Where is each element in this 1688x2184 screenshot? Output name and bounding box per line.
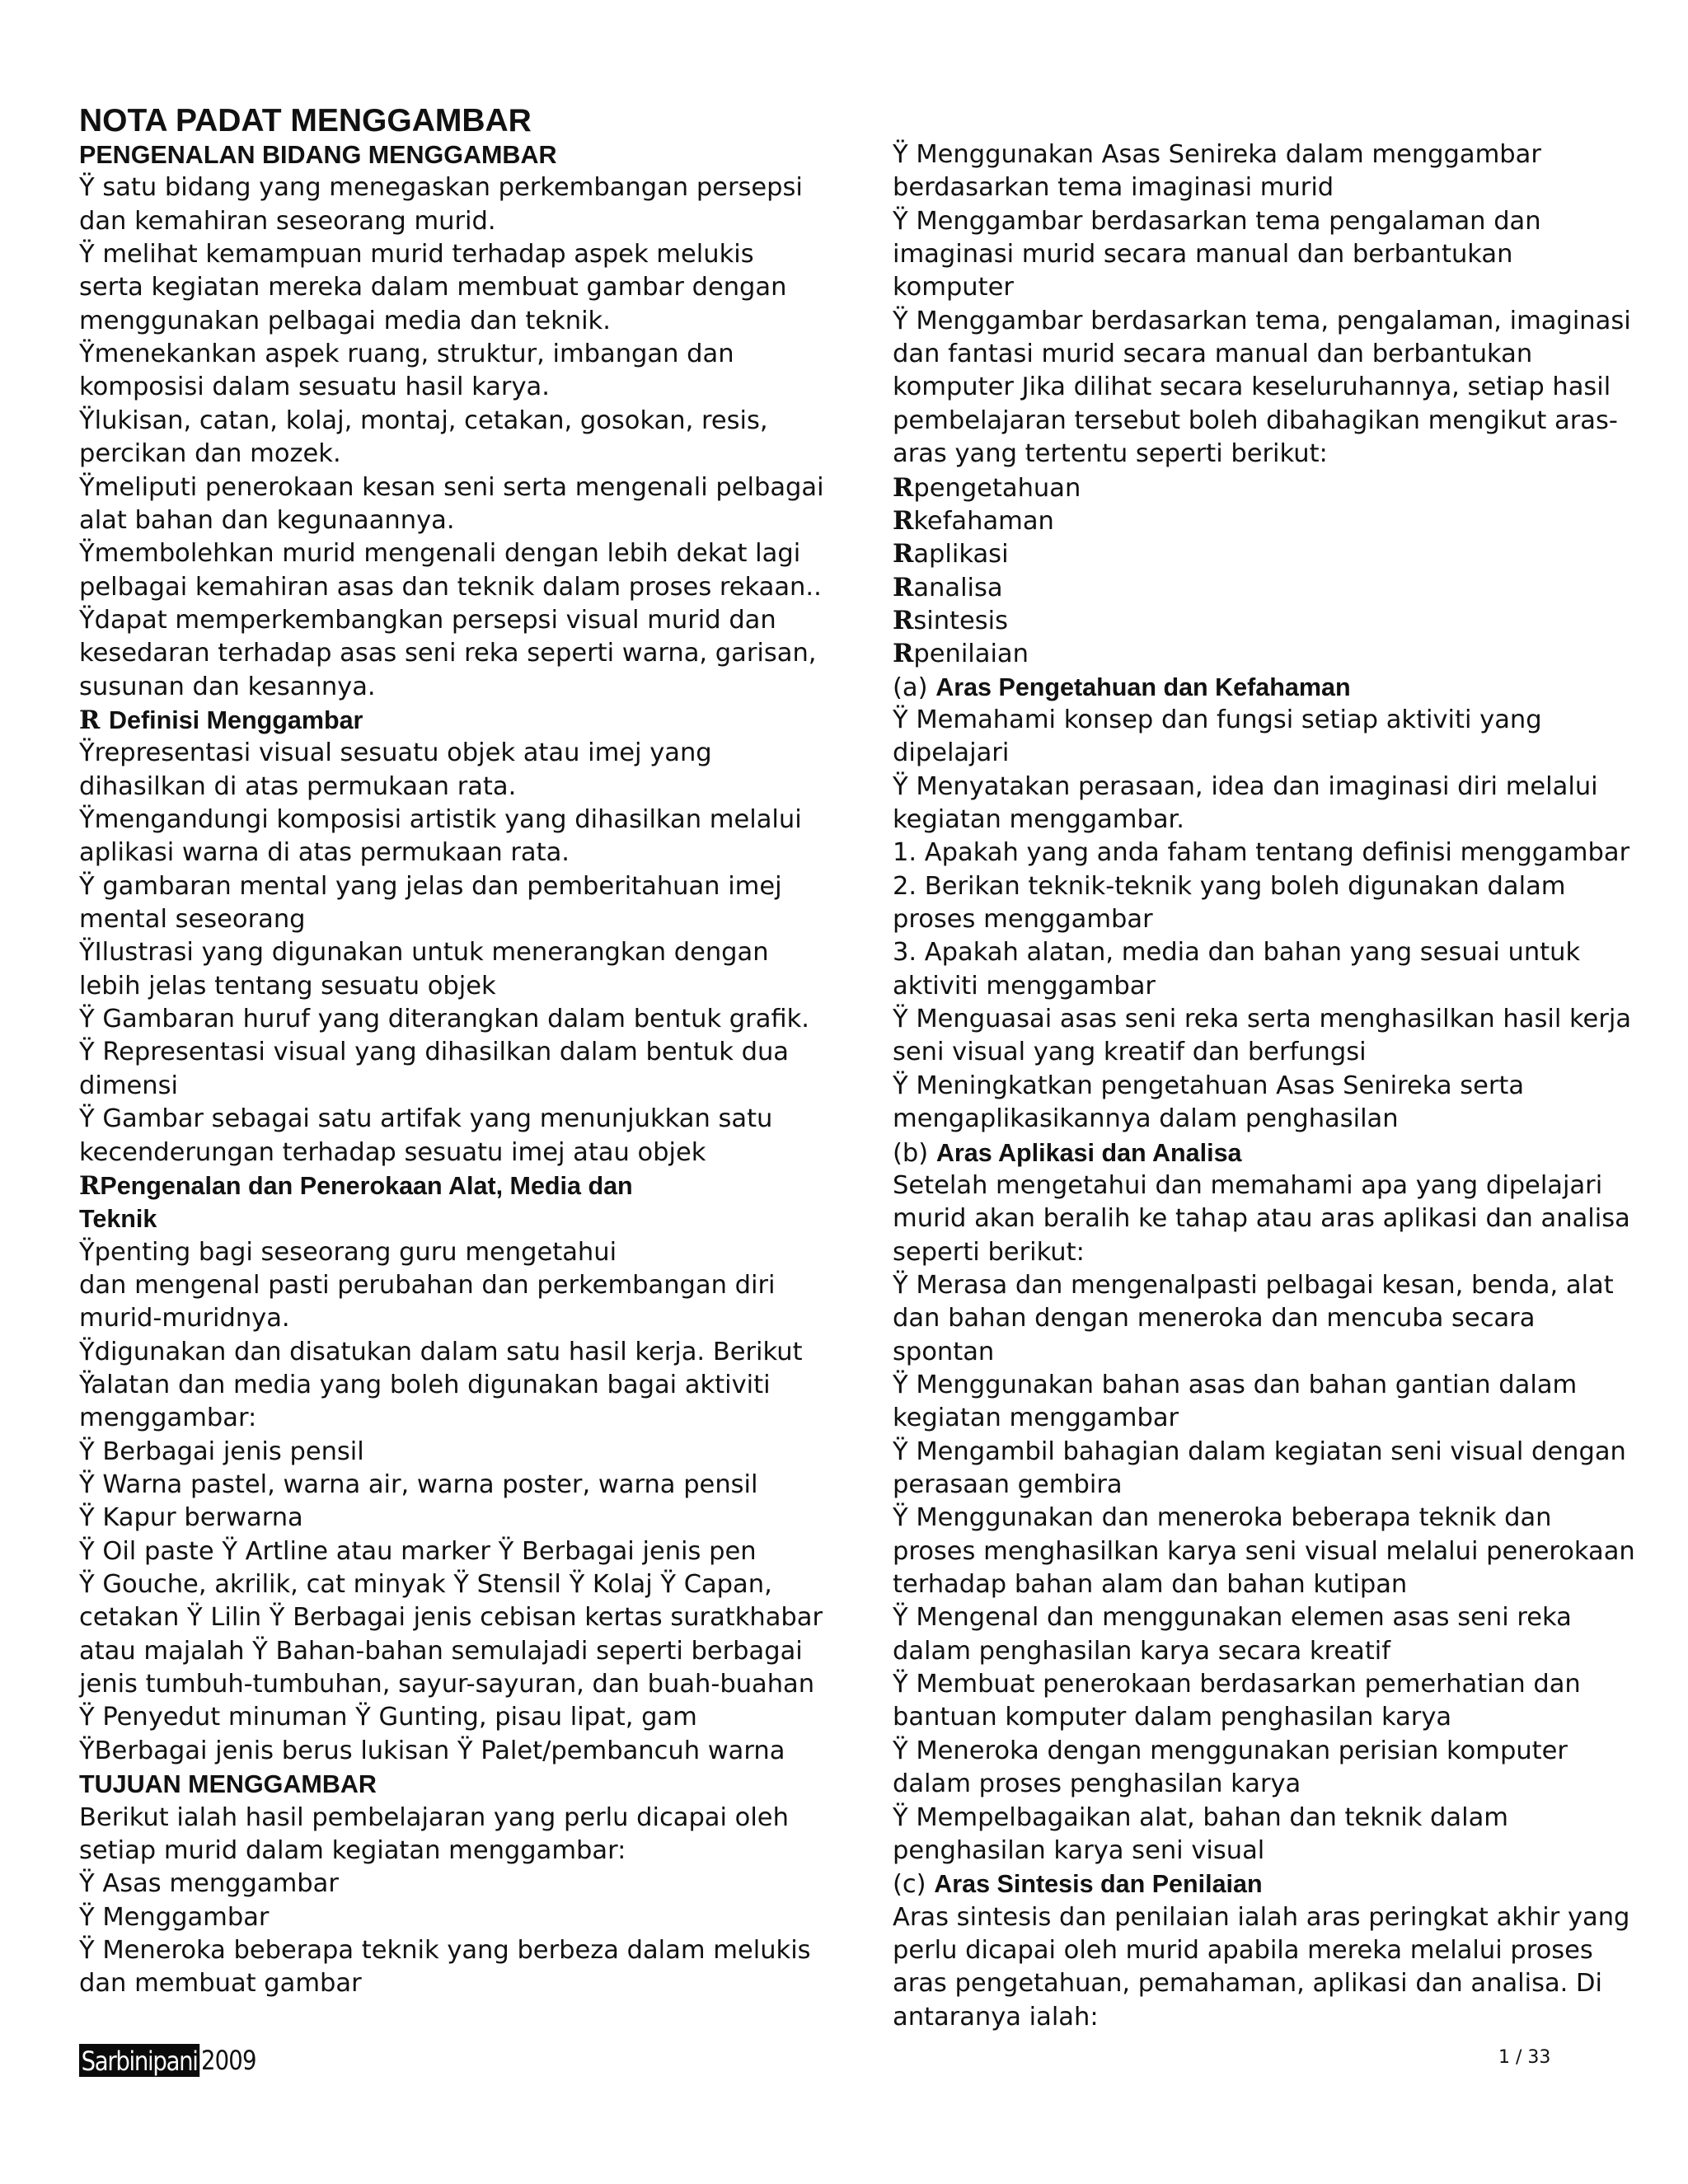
text-line — [893, 1036, 1367, 1069]
text-line — [79, 1436, 364, 1469]
line-text: Ÿdigunakan dan disatukan dalam satu hasil kerja. Berikut — [79, 1337, 803, 1366]
line-text: berdasarkan tema imaginasi murid — [893, 173, 1334, 203]
text-line — [893, 1469, 1123, 1502]
line-text: Aras Pengetahuan dan Kefahaman — [935, 673, 1351, 701]
text-line — [893, 1835, 1264, 1868]
text-line — [893, 1336, 994, 1369]
line-text: Ÿ Menggambar — [79, 1902, 270, 1932]
text-line — [893, 1202, 1630, 1235]
line-text: Ÿ Merasa dan mengenalpasti pelbagai kesan, benda, alat — [893, 1270, 1614, 1300]
line-text: 1. Apakah yang anda faham tentang definisi menggambar — [893, 838, 1630, 868]
line-text: Ÿ Berbagai jenis pensil — [79, 1436, 364, 1466]
line-text: NOTA PADAT MENGGAMBAR — [79, 103, 532, 138]
text-line — [79, 1036, 789, 1069]
line-text: Ÿ Meneroka beberapa teknik yang berbeza dalam melukis — [79, 1935, 811, 1965]
r-marker: R — [893, 472, 914, 503]
text-line — [893, 1402, 1179, 1435]
r-marker: R — [79, 1170, 101, 1201]
line-text: Ÿrepresentasi visual sesuatu objek atau imej yang — [79, 738, 712, 768]
text-line — [893, 471, 1081, 505]
line-text: Ÿ Asas menggambar — [79, 1869, 339, 1899]
text-line — [79, 1901, 269, 1934]
line-text: Ÿ Gambar sebagai satu artifak yang menunjukkan satu — [79, 1104, 773, 1134]
line-text: PENGENALAN BIDANG MENGGAMBAR — [79, 141, 557, 169]
r-marker: R — [893, 505, 914, 536]
line-text: dipelajari — [893, 738, 1010, 768]
heading-prefix: (c) — [893, 1870, 935, 1900]
line-text: komputer Jika dilihat secara keseluruhannya, setiap hasil — [893, 373, 1611, 402]
line-text: 2. Berikan teknik-teknik yang boleh digunakan dalam — [893, 871, 1566, 901]
line-text: murid-muridnya. — [79, 1304, 290, 1333]
line-text: Aras Sintesis dan Penilaian — [934, 1870, 1263, 1899]
line-text: proses menggambar — [893, 905, 1153, 935]
text-line — [79, 171, 803, 204]
r-marker: R — [893, 539, 914, 569]
text-line — [893, 936, 1580, 969]
text-line — [79, 1535, 757, 1568]
line-text: Ÿpenting bagi seseorang guru mengetahui — [79, 1237, 617, 1267]
line-text: penilaian — [913, 640, 1029, 669]
section-heading — [893, 671, 1351, 705]
document-title — [79, 103, 532, 139]
text-line — [893, 504, 1054, 538]
text-line — [893, 1802, 1508, 1835]
text-line — [893, 870, 1565, 903]
line-text: bantuan komputer dalam penghasilan karya — [893, 1703, 1452, 1732]
line-text: dimensi — [79, 1071, 179, 1100]
line-text: Ÿ Membuat penerokaan berdasarkan pemerhatian dan — [893, 1670, 1581, 1699]
line-text: kegiatan menggambar — [893, 1404, 1179, 1433]
line-text: Ÿ Meningkatkan pengetahuan Asas Senireka serta — [893, 1071, 1525, 1100]
text-line — [893, 604, 1008, 638]
line-text: Ÿ Menggunakan dan meneroka beberapa teknik dan — [893, 1503, 1552, 1533]
line-text: Ÿ satu bidang yang menegaskan perkembangan persepsi — [79, 173, 803, 203]
line-text: cetakan Ÿ Lilin Ÿ Berbagai jenis cebisan kertas suratkhabar — [79, 1603, 823, 1633]
line-text: dalam penghasilan karya secara kreatif — [893, 1636, 1390, 1666]
text-line — [79, 1302, 290, 1335]
line-text: Ÿ Mengambil bahagian dalam kegiatan seni visual dengan — [893, 1436, 1626, 1466]
line-text: dalam proses penghasilan karya — [893, 1769, 1301, 1799]
text-line — [893, 338, 1532, 371]
text-line — [893, 1070, 1524, 1103]
line-text: dihasilkan di atas permukaan rata. — [79, 771, 517, 801]
text-line — [893, 1103, 1399, 1136]
line-text: analisa — [913, 573, 1003, 602]
text-line — [893, 537, 1009, 571]
line-text: murid akan beralih ke tahap atau aras aplikasi dan analisa — [893, 1204, 1630, 1234]
text-line — [893, 138, 1541, 171]
section-heading — [79, 138, 557, 172]
text-line — [893, 1768, 1301, 1801]
text-line — [893, 1735, 1568, 1768]
text-line — [79, 1868, 339, 1900]
line-text: setiap murid dalam kegiatan menggambar: — [79, 1835, 626, 1865]
line-text: mengaplikasikannya dalam penghasilan — [893, 1104, 1399, 1134]
section-heading — [893, 1137, 1242, 1170]
text-line — [79, 1701, 697, 1734]
text-line — [79, 1835, 626, 1868]
line-text: aras pengetahuan, pemahaman, aplikasi dan analisa. Di — [893, 1969, 1603, 1999]
section-heading — [79, 1202, 157, 1236]
text-line — [893, 371, 1611, 404]
text-line — [79, 604, 776, 637]
line-text: Ÿ Meneroka dengan menggunakan perisian komputer — [893, 1736, 1568, 1765]
text-line — [893, 1635, 1390, 1668]
r-marker: R — [893, 639, 914, 669]
line-text: penghasilan karya seni visual — [893, 1835, 1265, 1865]
text-line — [79, 737, 712, 770]
line-text: TUJUAN MENGGAMBAR — [79, 1770, 377, 1799]
text-line — [893, 1269, 1614, 1302]
text-line — [79, 1568, 772, 1601]
line-text: lebih jelas tentang sesuatu objek — [79, 971, 496, 1001]
text-line — [79, 903, 306, 936]
text-line — [893, 205, 1541, 238]
text-line — [893, 1169, 1602, 1202]
text-line — [893, 1236, 1085, 1269]
text-line — [79, 1269, 775, 1302]
text-line — [893, 271, 1014, 304]
text-line — [79, 504, 455, 537]
line-text: Teknik — [79, 1205, 157, 1234]
line-text: Ÿlukisan, catan, kolaj, montaj, cetakan, gosokan, resis, — [79, 405, 768, 435]
line-text: Ÿ Menyatakan perasaan, idea dan imaginasi diri melalui — [893, 771, 1598, 801]
text-line — [79, 1802, 789, 1835]
text-line — [79, 371, 550, 404]
r-marker: R — [893, 572, 914, 602]
text-line — [79, 804, 802, 837]
line-text: Ÿalatan dan media yang boleh digunakan bagai aktiviti — [79, 1370, 771, 1399]
line-text: aras yang tertentu seperti berikut: — [893, 439, 1328, 469]
line-text: Ÿmengandungi komposisi artistik yang dihasilkan melalui — [79, 805, 802, 834]
section-heading — [79, 1169, 633, 1203]
text-line — [893, 1934, 1593, 1967]
text-line — [79, 438, 341, 471]
line-text: ŸBerbagai jenis berus lukisan Ÿ Palet/pembancuh warna — [79, 1736, 785, 1765]
line-text: aplikasi — [913, 540, 1009, 569]
text-line — [893, 1668, 1581, 1701]
line-text: sintesis — [913, 606, 1009, 635]
text-line — [79, 537, 800, 570]
text-line — [893, 1601, 1572, 1634]
text-line — [79, 1967, 362, 2000]
text-line — [79, 1601, 823, 1634]
line-text: menggambar: — [79, 1404, 257, 1433]
text-line — [79, 671, 376, 704]
line-text: pembelajaran tersebut boleh dibahagikan mengikut aras- — [893, 405, 1618, 435]
text-line — [79, 1369, 771, 1402]
line-text: Ÿ Menggunakan bahan asas dan bahan gantian dalam — [893, 1370, 1578, 1399]
line-text: Ÿ gambaran mental yang jelas dan pemberitahuan imej — [79, 871, 782, 901]
text-line — [893, 837, 1629, 869]
text-line — [79, 1735, 785, 1768]
text-line — [893, 1502, 1552, 1535]
text-line — [79, 238, 754, 271]
line-text: dan membuat gambar — [79, 1969, 362, 1999]
text-line — [79, 1336, 803, 1369]
line-text: Setelah mengetahui dan memahami apa yang dipelajari — [893, 1170, 1603, 1200]
line-text: Ÿ melihat kemampuan murid terhadap aspek melukis — [79, 240, 754, 269]
text-line — [893, 1701, 1451, 1734]
line-text: perlu dicapai oleh murid apabila mereka melalui proses — [893, 1935, 1593, 1965]
line-text: menggunakan pelbagai media dan teknik. — [79, 306, 611, 335]
line-text: Ÿ Gambaran huruf yang diterangkan dalam bentuk grafik. — [79, 1005, 809, 1034]
r-marker: R — [893, 605, 914, 635]
line-text: Aras sintesis dan penilaian ialah aras peringkat akhir yang — [893, 1902, 1630, 1932]
line-text: susunan dan kesannya. — [79, 672, 376, 701]
text-line — [79, 1070, 178, 1103]
text-line — [893, 1436, 1626, 1469]
line-text: dan kemahiran seseorang murid. — [79, 206, 496, 236]
line-text: Definisi Menggambar — [108, 705, 363, 734]
heading-prefix: (a) — [893, 673, 936, 702]
line-text: Ÿ Memahami konsep dan fungsi setiap aktiviti yang — [893, 705, 1542, 734]
line-text: komposisi dalam sesuatu hasil karya. — [79, 373, 550, 402]
line-text: Ÿ Mengenal dan menggunakan elemen asas seni reka — [893, 1603, 1572, 1633]
line-text: antaranya ialah: — [893, 2002, 1099, 2032]
line-text: 3. Apakah alatan, media dan bahan yang sesuai untuk — [893, 938, 1581, 968]
text-line — [893, 737, 1009, 770]
section-heading — [893, 1868, 1263, 1901]
text-line — [79, 205, 496, 238]
text-line — [79, 1668, 814, 1701]
text-line — [79, 936, 769, 969]
text-line — [893, 1568, 1407, 1601]
line-text: ŸIlustrasi yang digunakan untuk menerangkan dengan — [79, 938, 769, 968]
text-line — [893, 903, 1153, 936]
text-line — [893, 171, 1334, 204]
section-heading — [79, 704, 363, 738]
line-text: imaginasi murid secara manual dan berbantukan — [893, 240, 1513, 269]
line-text: Ÿ Menggambar berdasarkan tema, pengalaman, imaginasi — [893, 306, 1631, 335]
line-text: Ÿ Gouche, akrilik, cat minyak Ÿ Stensil Ÿ Kolaj Ÿ Capan, — [79, 1570, 772, 1600]
line-text: kefahaman — [913, 506, 1054, 536]
line-text: Ÿ Menguasai asas seni reka serta menghasilkan hasil kerja — [893, 1005, 1632, 1034]
text-line — [79, 1502, 303, 1535]
line-text: Ÿ Menggunakan Asas Senireka dalam menggambar — [893, 140, 1541, 169]
text-line — [893, 804, 1184, 837]
text-line — [79, 305, 611, 338]
text-line — [79, 1236, 617, 1269]
line-text: alat bahan dan kegunaannya. — [79, 505, 455, 535]
line-text: atau majalah Ÿ Bahan-bahan semulajadi seperti berbagai — [79, 1636, 803, 1666]
text-line — [79, 1103, 772, 1136]
text-line — [893, 771, 1598, 804]
line-text: Ÿ Mempelbagaikan alat, bahan dan teknik dalam — [893, 1802, 1508, 1832]
text-line — [79, 837, 570, 869]
line-text: jenis tumbuh-tumbuhan, sayur-sayuran, dan buah-buahan — [79, 1670, 815, 1699]
line-text: percikan dan mozek. — [79, 439, 341, 469]
line-text: Pengenalan dan Penerokaan Alat, Media dan — [100, 1171, 633, 1200]
line-text: seni visual yang kreatif dan berfungsi — [893, 1038, 1367, 1067]
text-line — [893, 438, 1328, 471]
line-text: Ÿ Penyedut minuman Ÿ Gunting, pisau lipat, gam — [79, 1703, 697, 1732]
text-line — [79, 771, 516, 804]
line-text: Ÿdapat memperkembangkan persepsi visual murid dan — [79, 605, 776, 635]
line-text: spontan — [893, 1337, 995, 1366]
text-line — [893, 305, 1631, 338]
line-text: kegiatan menggambar. — [893, 805, 1184, 834]
text-line — [79, 338, 734, 371]
text-line — [79, 1469, 758, 1502]
line-text: Ÿ Warna pastel, warna air, warna poster, warna pensil — [79, 1470, 758, 1499]
heading-prefix: (b) — [893, 1138, 936, 1168]
line-text: terhadap bahan alam dan bahan kutipan — [893, 1570, 1408, 1600]
line-text: Ÿmenekankan aspek ruang, struktur, imbangan dan — [79, 340, 734, 369]
line-text: Ÿ Representasi visual yang dihasilkan dalam bentuk dua — [79, 1038, 789, 1067]
line-text: pelbagai kemahiran asas dan teknik dalam proses rekaan.. — [79, 572, 822, 602]
line-text: dan fantasi murid secara manual dan berbantukan — [893, 340, 1533, 369]
line-text: Aras Aplikasi dan Analisa — [935, 1138, 1242, 1167]
text-line — [79, 471, 824, 504]
line-text: Ÿmembolehkan murid mengenali dengan lebih dekat lagi — [79, 539, 801, 569]
line-text: serta kegiatan mereka dalam membuat gambar dengan — [79, 273, 787, 302]
text-line — [893, 1967, 1602, 2000]
footer-author: Sarbinipani — [79, 2044, 199, 2077]
text-line — [893, 637, 1029, 671]
line-text: Ÿmeliputi penerokaan kesan seni serta mengenali pelbagai — [79, 472, 824, 502]
text-line — [79, 1402, 256, 1435]
page-number: 1 / 33 — [1498, 2047, 1551, 2068]
line-text: dan mengenal pasti perubahan dan perkembangan diri — [79, 1270, 776, 1300]
text-line — [79, 1137, 706, 1169]
text-line — [79, 1635, 803, 1668]
text-line — [79, 1934, 811, 1967]
text-line — [79, 970, 496, 1003]
text-line — [893, 238, 1512, 271]
text-line — [79, 571, 822, 604]
line-text: perasaan gembira — [893, 1470, 1123, 1499]
line-text: Ÿ Menggambar berdasarkan tema pengalaman dan — [893, 206, 1541, 236]
text-line — [893, 2001, 1099, 2034]
line-text: Ÿ Kapur berwarna — [79, 1503, 303, 1533]
line-text: aplikasi warna di atas permukaan rata. — [79, 838, 570, 868]
text-line — [893, 1003, 1631, 1036]
r-marker: R — [79, 705, 109, 735]
line-text: Ÿ Oil paste Ÿ Artline atau marker Ÿ Berbagai jenis pen — [79, 1536, 757, 1566]
text-line — [893, 1901, 1629, 1934]
line-text: pengetahuan — [913, 473, 1081, 503]
line-text: kecenderungan terhadap sesuatu imej atau objek — [79, 1137, 706, 1167]
line-text: seperti berikut: — [893, 1237, 1085, 1267]
text-line — [79, 1003, 809, 1036]
text-line — [893, 1535, 1635, 1568]
line-text: mental seseorang — [79, 905, 306, 935]
line-text: dan bahan dengan meneroka dan mencuba secara — [893, 1304, 1536, 1333]
line-text: kesedaran terhadap asas seni reka seperti warna, garisan, — [79, 639, 817, 668]
text-line — [79, 870, 782, 903]
text-line — [893, 1369, 1577, 1402]
footer-signature — [79, 2041, 265, 2079]
section-heading — [79, 1768, 377, 1802]
line-text: komputer — [893, 273, 1014, 302]
text-line — [893, 704, 1542, 737]
line-text: aktiviti menggambar — [893, 971, 1156, 1001]
line-text: proses menghasilkan karya seni visual melalui penerokaan — [893, 1536, 1635, 1566]
text-line — [893, 1302, 1535, 1335]
text-line — [79, 405, 768, 438]
text-line — [893, 405, 1618, 438]
line-text: Berikut ialah hasil pembelajaran yang perlu dicapai oleh — [79, 1802, 789, 1832]
footer-year: 2009 — [201, 2045, 256, 2076]
text-line — [79, 637, 816, 670]
text-line — [893, 970, 1156, 1003]
text-line — [79, 271, 786, 304]
text-line — [893, 571, 1003, 605]
